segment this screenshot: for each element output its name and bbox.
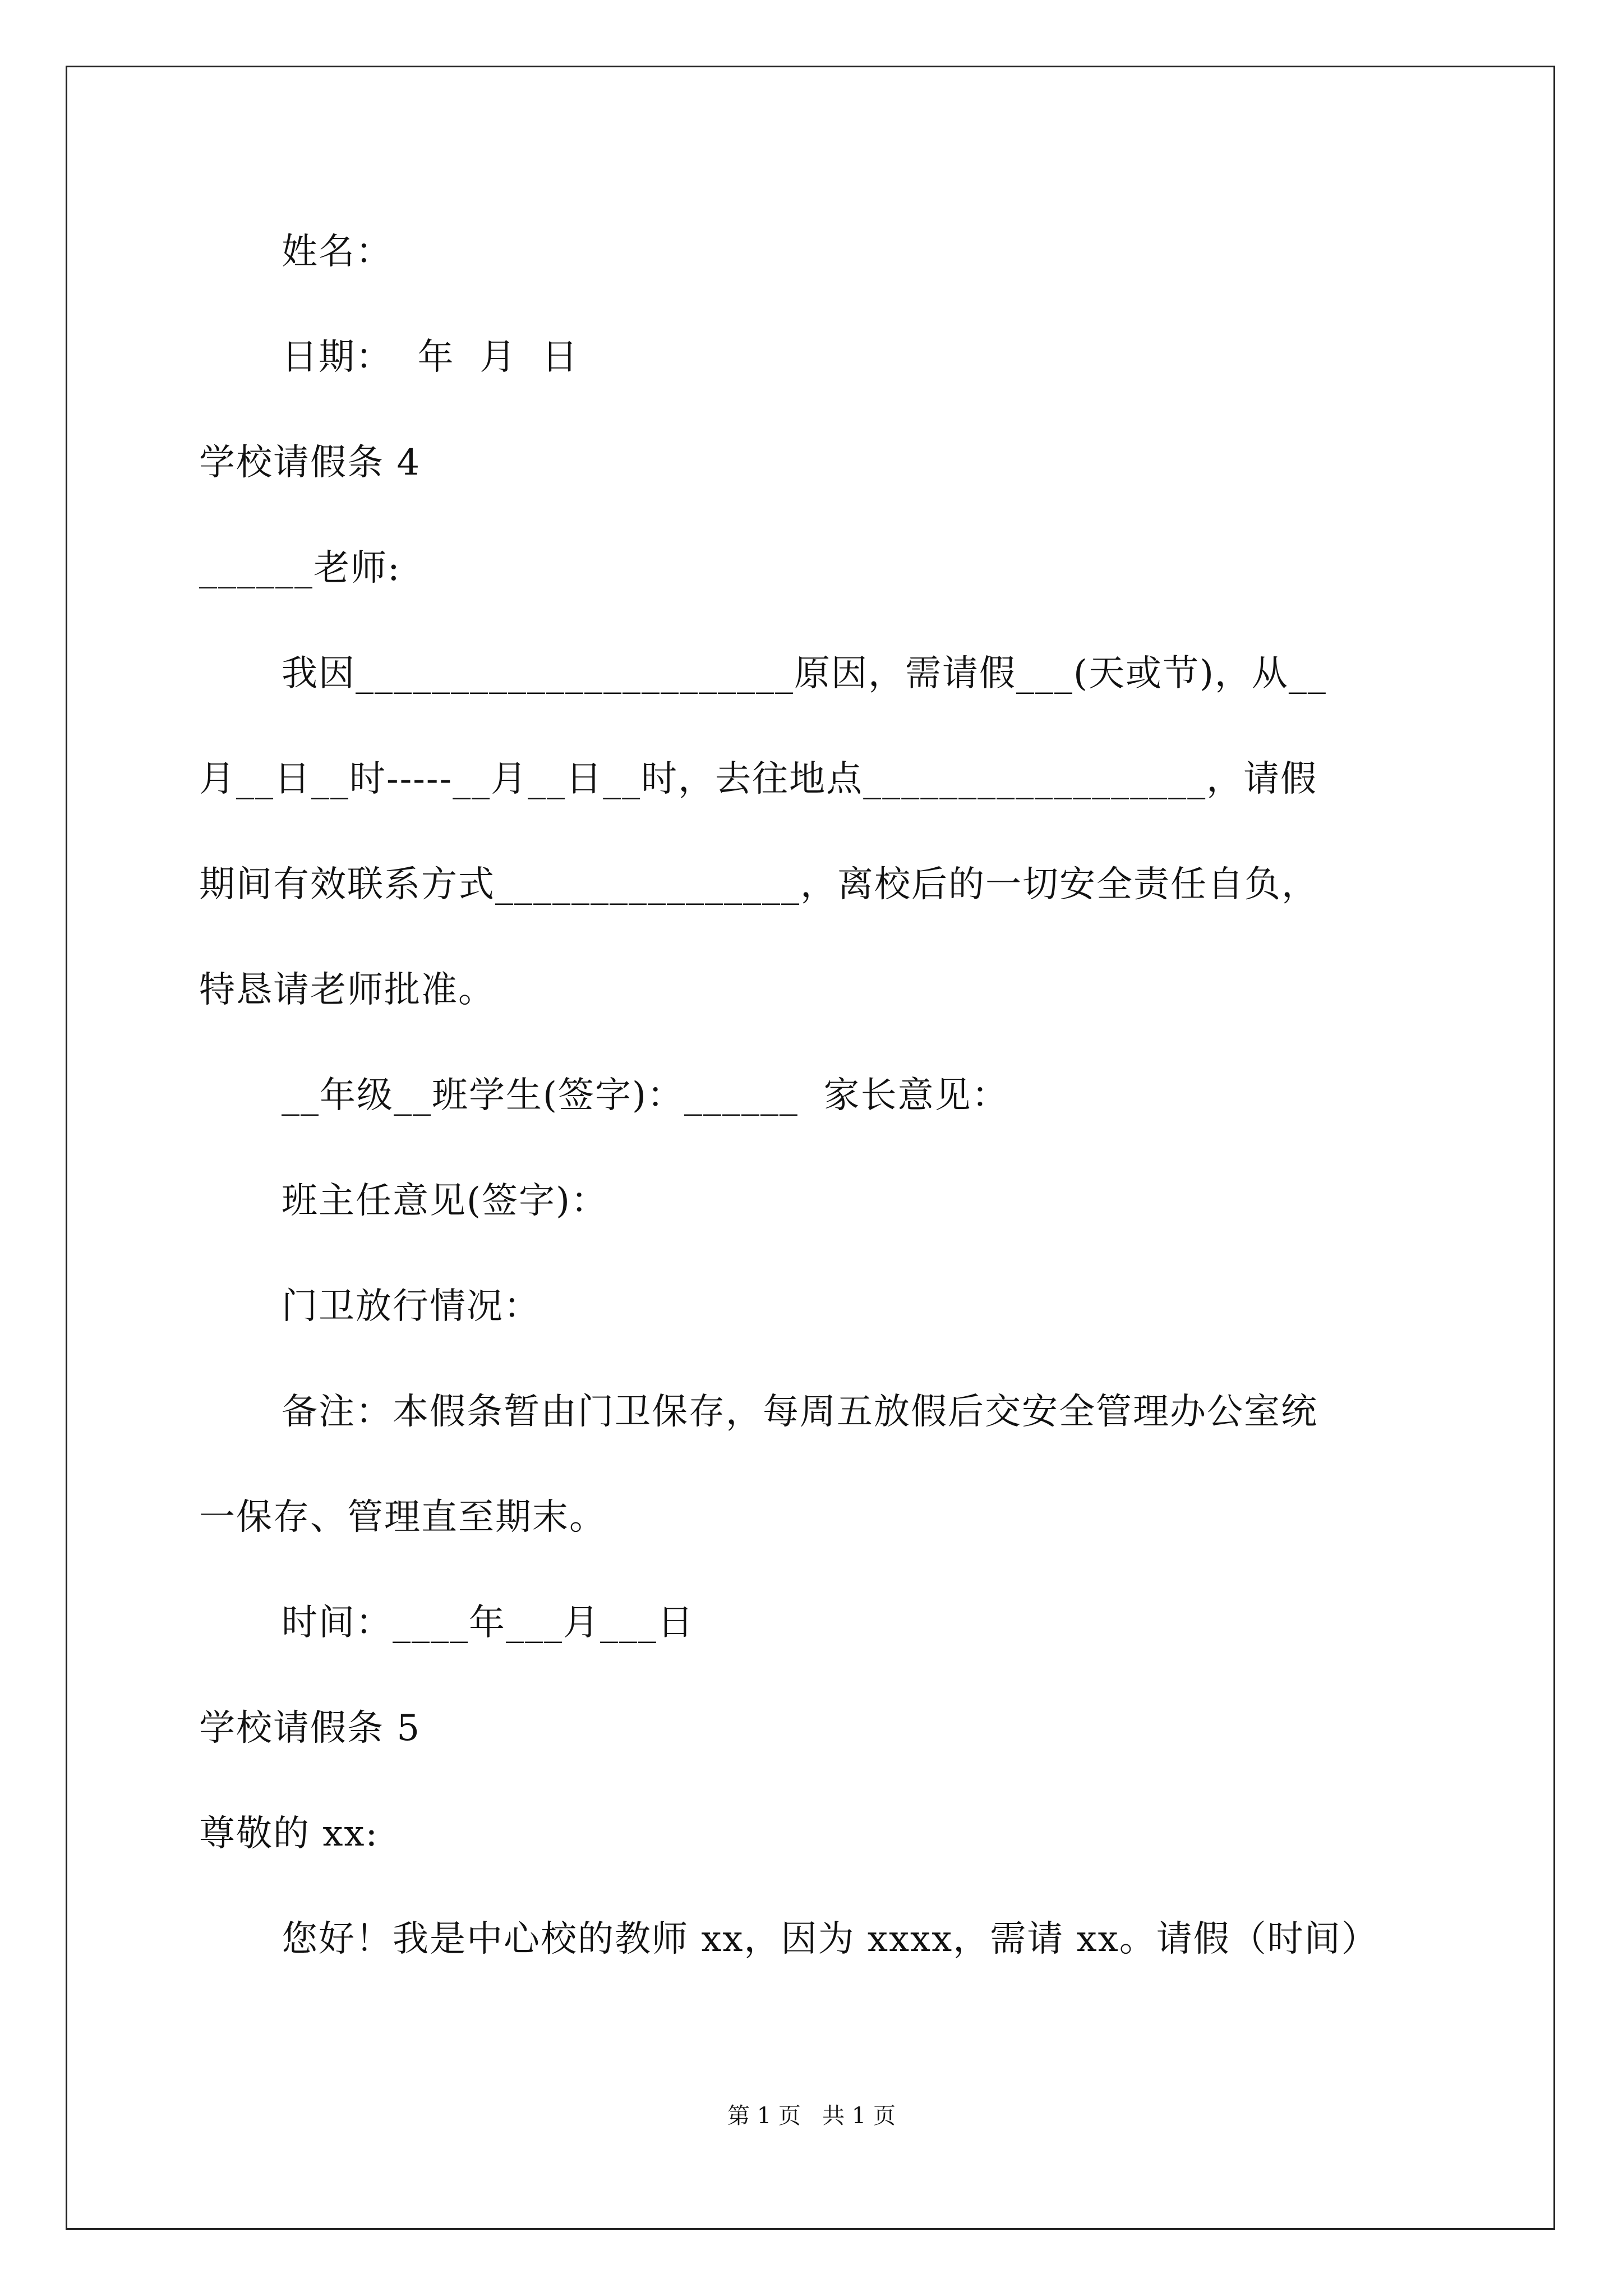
date-field-label: 日期： 年 月 日: [282, 337, 579, 378]
body-line-1: 我因_______________________原因，需请假___(天或节)，从__: [282, 653, 1327, 694]
body-line-4: 特恳请老师批准。: [199, 969, 495, 1011]
salutation-teacher: ______老师:: [199, 547, 401, 589]
name-field-label: 姓名：: [282, 231, 393, 273]
body-line-3: 期间有效联系方式________________，离校后的一切安全责任自负，: [199, 864, 1318, 905]
page-footer: 第 1 页 共 1 页: [727, 2103, 896, 2129]
page-border: [66, 66, 1555, 2230]
remark-line-1: 备注：本假条暂由门卫保存，每周五放假后交安全管理办公室统: [282, 1391, 1318, 1433]
time-line: 时间：____年___月___日: [282, 1602, 694, 1644]
gatekeeper-release-line: 门卫放行情况：: [282, 1286, 541, 1327]
salutation-respected: 尊敬的 xx:: [199, 1813, 379, 1855]
student-signature-line: __年级__班学生(签字)：______ 家长意见：: [282, 1075, 1009, 1116]
letter-body-line-1: 您好！我是中心校的教师 xx，因为 xxxx，需请 xx。请假（时间）: [282, 1918, 1378, 1960]
head-teacher-opinion-line: 班主任意见(签字)：: [282, 1180, 608, 1222]
body-line-2: 月__日__时-----__月__日__时，去往地点__________________，请假: [199, 758, 1318, 800]
section-title-4: 学校请假条 4: [199, 442, 421, 484]
remark-line-2: 一保存、管理直至期末。: [199, 1497, 606, 1538]
section-title-5: 学校请假条 5: [199, 1708, 421, 1749]
